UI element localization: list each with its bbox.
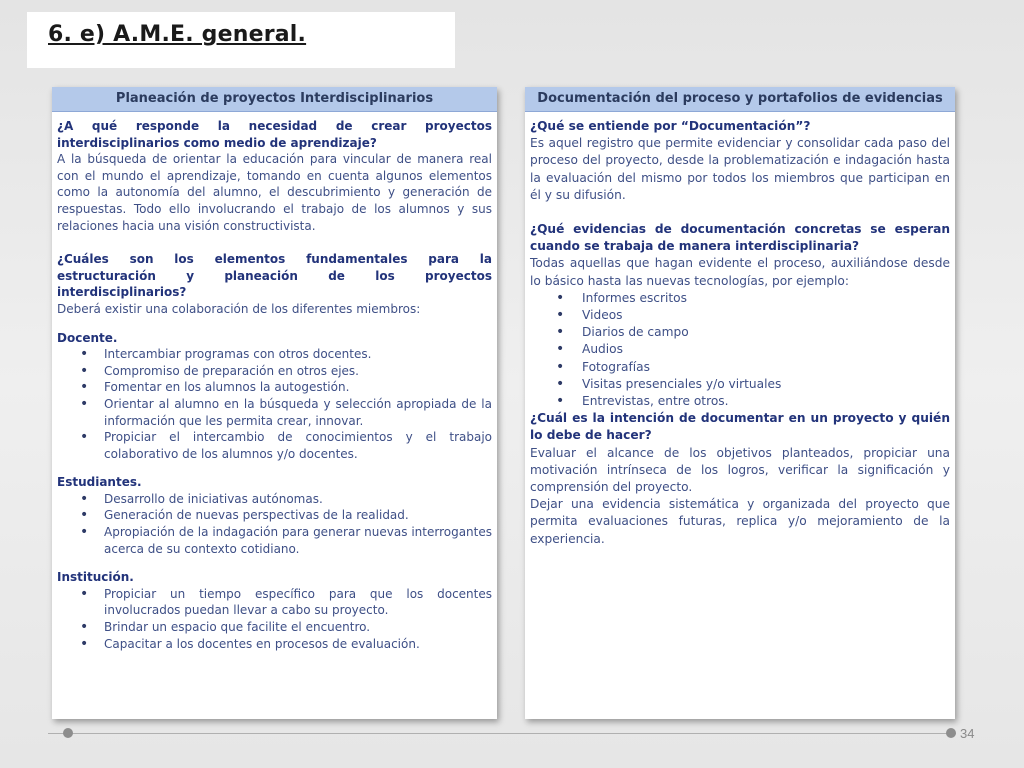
institucion-label: Institución. xyxy=(57,570,134,585)
list-item: • Apropiación de la indagación para generar nuevas interrogantes acerca de su contexto cotidiano. xyxy=(104,524,492,557)
list-item: • Propiciar el intercambio de conocimientos y el trabajo colaborativo de los alumnos y/o docentes. xyxy=(104,429,492,462)
list-item: • Informes escritos xyxy=(582,290,950,307)
estudiantes-list xyxy=(57,491,492,557)
slide-title: 6. e) A.M.E. general. xyxy=(48,22,307,47)
list-item: • Desarrollo de iniciativas autónomas. xyxy=(104,491,492,508)
right-question-2: ¿Qué evidencias de documentación concretas se esperan cuando se trabaja de manera interdisciplinaria? xyxy=(530,222,950,254)
list-item: • Compromiso de preparación en otros ejes. xyxy=(104,363,492,380)
left-question-2: ¿Cuáles son los elementos fundamentales para la estructuración y planeación de los proyectos interdisciplinarios? xyxy=(57,252,492,300)
right-answer-2: Todas aquellas que hagan evidente el proceso, auxiliándose desde lo básico hasta las nuevas tecnologías, por ejemplo: xyxy=(530,256,950,288)
list-item: • Videos xyxy=(582,307,950,324)
left-answer-2: Deberá existir una colaboración de los diferentes miembros: xyxy=(57,301,421,316)
list-item: • Capacitar a los docentes en procesos de evaluación. xyxy=(104,636,492,653)
list-item: • Orientar al alumno en la búsqueda y selección apropiada de la información que les permita crear, innovar. xyxy=(104,396,492,429)
list-item: • Entrevistas, entre otros. xyxy=(582,393,950,410)
footer-dot-right xyxy=(946,728,956,738)
footer-dot-left xyxy=(63,728,73,738)
list-item: • Fomentar en los alumnos la autogestión. xyxy=(104,379,492,396)
right-panel xyxy=(525,87,955,719)
list-item: • Propiciar un tiempo específico para que los docentes involucrados puedan llevar a cabo su proyecto. xyxy=(104,586,492,619)
right-answer-3b: Dejar una evidencia sistemática y organizada del proyecto que permita evaluaciones futuras, replica y/o mejoramiento de la experiencia. xyxy=(530,497,950,546)
left-panel-header: Planeación de proyectos Interdisciplinarios xyxy=(52,87,497,112)
footer-divider xyxy=(48,733,956,734)
left-answer-1: A la búsqueda de orientar la educación para vincular de manera real con el mundo el aprendizaje, tomando en cuenta algunos elementos como la autonomía del alumno, el descubrimiento y generación de respuestas. Todo ello involucrando el trabajo de los alumnos y sus relaciones hacia una visión constructivista. xyxy=(57,152,492,233)
right-answer-1: Es aquel registro que permite evidenciar y consolidar cada paso del proceso del proyecto, desde la problematización e indagación hasta la evaluación del mismo por todos los miembros que participan en él y su difusión. xyxy=(530,136,950,202)
right-panel-body xyxy=(525,112,955,548)
left-panel xyxy=(52,87,497,719)
list-item: • Brindar un espacio que facilite el encuentro. xyxy=(104,619,492,636)
list-item: • Audios xyxy=(582,341,950,358)
list-item: • Intercambiar programas con otros docentes. xyxy=(104,346,492,363)
docente-list xyxy=(57,346,492,462)
docente-label: Docente. xyxy=(57,330,118,345)
list-item: • Visitas presenciales y/o virtuales xyxy=(582,376,950,393)
evidence-list xyxy=(530,290,950,410)
left-panel-body xyxy=(52,112,497,652)
institucion-list xyxy=(57,586,492,652)
list-item: • Fotografías xyxy=(582,359,950,376)
right-answer-3a: Evaluar el alcance de los objetivos planteados, propiciar una motivación intrínseca de los logros, verificar la significación y comprensión del proyecto. xyxy=(530,445,950,495)
right-question-3: ¿Cuál es la intención de documentar en un proyecto y quién lo debe de hacer? xyxy=(530,411,950,443)
right-question-1: ¿Qué se entiende por “Documentación”? xyxy=(530,119,811,133)
list-item: • Diarios de campo xyxy=(582,324,950,341)
right-panel-header: Documentación del proceso y portafolios de evidencias xyxy=(525,87,955,112)
left-question-1: ¿A qué responde la necesidad de crear proyectos interdisciplinarios como medio de aprendizaje? xyxy=(57,119,492,150)
list-item: • Generación de nuevas perspectivas de la realidad. xyxy=(104,507,492,524)
page-number: 34 xyxy=(960,726,975,741)
estudiantes-label: Estudiantes. xyxy=(57,475,142,490)
